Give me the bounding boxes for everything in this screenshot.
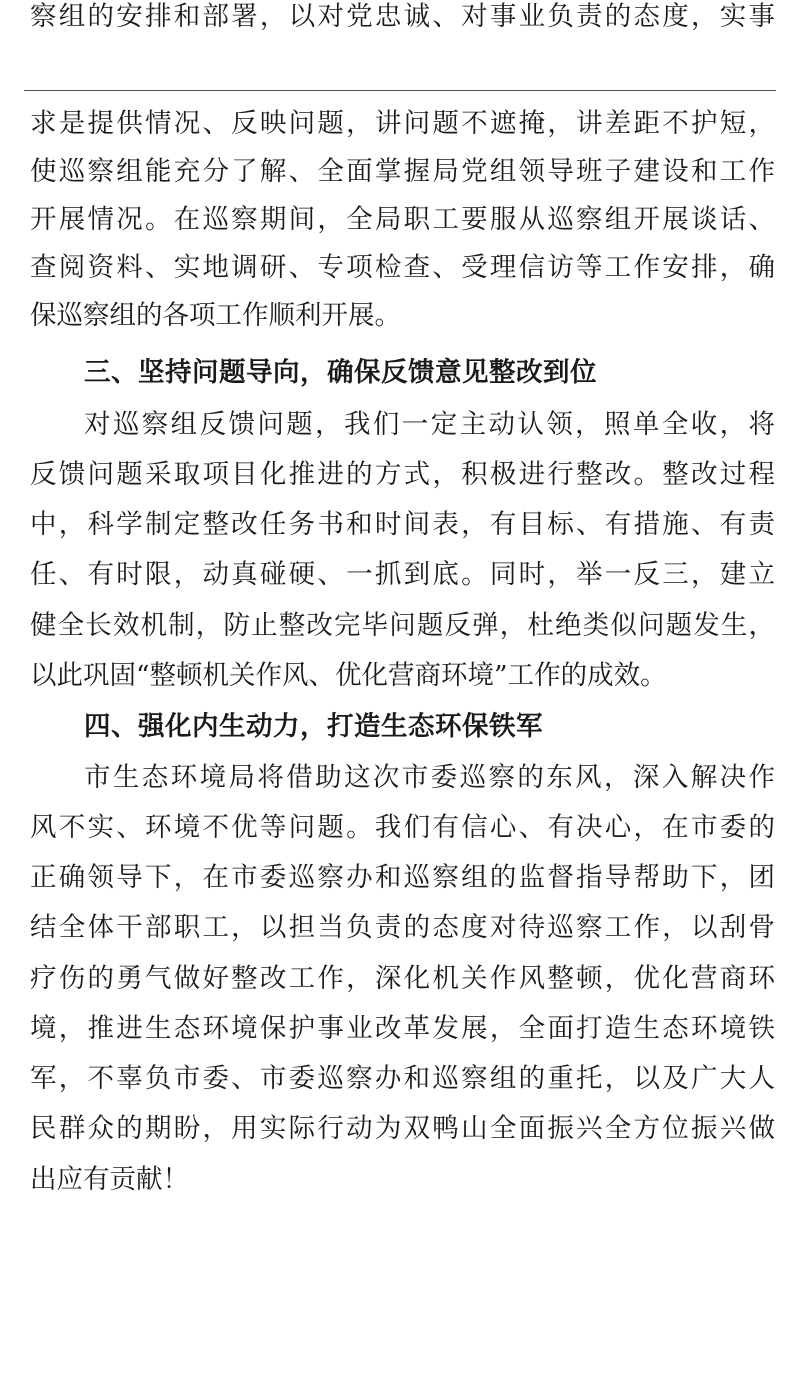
section-heading: 三、坚持问题导向，确保反馈意见整改到位 xyxy=(84,357,597,388)
paragraph-line: 风不实、环境不优等问题。我们有信心、有决心，在市委的 xyxy=(30,812,775,843)
page-break-divider xyxy=(24,90,776,91)
paragraph-line: 结全体干部职工，以担当负责的态度对待巡察工作，以刮骨 xyxy=(30,912,775,943)
paragraph-line: 正确领导下，在市委巡察办和巡察组的监督指导帮助下，团 xyxy=(30,862,775,893)
paragraph-line: 任、有时限，动真碰硬、一抓到底。同时，举一反三，建立 xyxy=(30,559,775,590)
paragraph-line: 民群众的期盼，用实际行动为双鸭山全面振兴全方位振兴做 xyxy=(30,1113,775,1144)
paragraph-line: 使巡察组能充分了解、全面掌握局党组领导班子建设和工作 xyxy=(30,156,775,187)
paragraph-line: 反馈问题采取项目化推进的方式，积极进行整改。整改过程 xyxy=(30,459,775,490)
paragraph-line: 开展情况。在巡察期间，全局职工要服从巡察组开展谈话、 xyxy=(30,204,775,235)
paragraph-line: 疗伤的勇气做好整改工作，深化机关作风整顿，优化营商环 xyxy=(30,963,775,994)
paragraph-line: 市生态环境局将借助这次市委巡察的东风，深入解决作 xyxy=(84,762,775,793)
paragraph-line: 以此巩固“整顿机关作风、优化营商环境”工作的成效。 xyxy=(30,660,667,691)
paragraph-line: 中，科学制定整改任务书和时间表，有目标、有措施、有责 xyxy=(30,509,775,540)
paragraph-line: 察组的安排和部署，以对党忠诚、对事业负责的态度，实事 xyxy=(30,1,775,32)
paragraph-line: 保巡察组的各项工作顺利开展。 xyxy=(30,300,401,331)
paragraph-line: 查阅资料、实地调研、专项检查、受理信访等工作安排，确 xyxy=(30,252,775,283)
paragraph-line: 对巡察组反馈问题，我们一定主动认领，照单全收，将 xyxy=(84,409,775,440)
section-heading: 四、强化内生动力，打造生态环保铁军 xyxy=(84,711,543,742)
paragraph-line: 境，推进生态环境保护事业改革发展，全面打造生态环境铁 xyxy=(30,1013,775,1044)
paragraph-line: 军，不辜负市委、市委巡察办和巡察组的重托，以及广大人 xyxy=(30,1063,775,1094)
paragraph-line: 出应有贡献！ xyxy=(30,1164,189,1195)
paragraph-line: 求是提供情况、反映问题，讲问题不遮掩，讲差距不护短， xyxy=(30,108,775,139)
paragraph-line: 健全长效机制，防止整改完毕问题反弹，杜绝类似问题发生， xyxy=(30,610,775,641)
